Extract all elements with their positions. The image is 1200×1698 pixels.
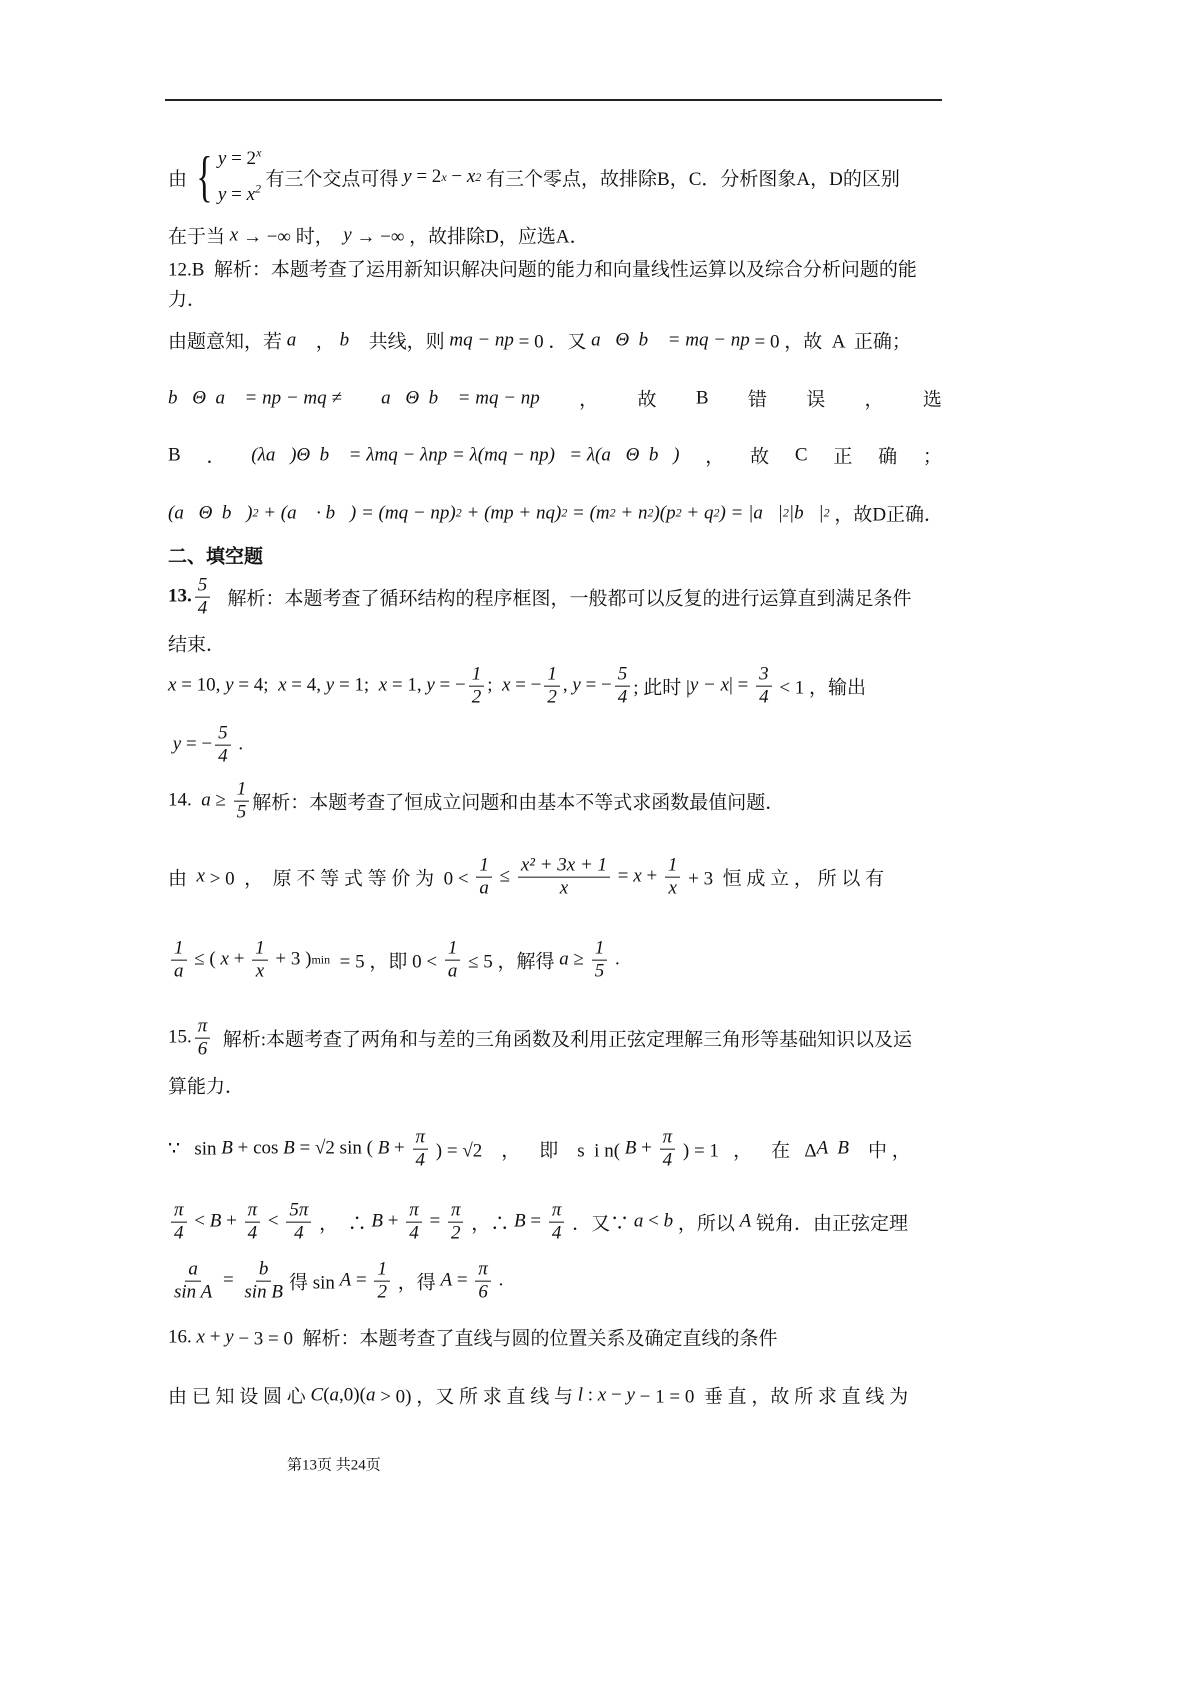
text-run: > 0 ， 原 不 等 式 等 价 为 0 < [204,868,474,890]
text-run: 错 [747,389,767,411]
text-run: → −∞ 时， [238,226,344,248]
text-run: = − [181,734,213,755]
math-run: b⃗Θ a⃗ = np − mq ≠ [168,387,342,408]
fraction [475,1259,491,1304]
math-run: y [217,184,227,205]
text-run: < [189,1211,210,1232]
math-run: y [426,675,435,696]
denominator: x [668,877,677,899]
math-run: y [343,224,352,245]
numerator: π [448,1200,464,1223]
numerator: 1 [592,938,608,961]
equation-system [191,141,261,213]
numerator: 1 [469,664,485,687]
denominator: 4 [662,1149,673,1171]
denominator: 6 [478,1281,488,1303]
math-run: x [502,675,511,696]
section-heading: 二、填空题 [168,546,264,568]
text-line [168,938,942,983]
math-run: a [559,949,569,970]
text-run: = √2 sin ( [294,1138,378,1159]
math-run: x [220,949,229,970]
text-run: ； [922,446,942,468]
text-run: ， ∴ [314,1213,372,1235]
denominator: a [479,877,489,899]
math-run: mq − np [449,329,514,350]
fraction [476,855,492,900]
fraction [592,938,608,983]
text-run: ．又∵ [567,1213,634,1235]
text-run: ， [705,446,725,468]
text-line [168,500,942,527]
text-run: ≤ [494,866,515,887]
text-line [168,1200,942,1245]
numerator: π [413,1127,429,1150]
subscript: min [311,952,331,967]
math-run: x [196,1326,205,1347]
system-equation [218,177,261,213]
text-run: ≥ [210,790,231,811]
text-run: . [493,1270,504,1291]
fraction [413,1127,429,1172]
math-run: a [329,1384,340,1405]
numerator: π [475,1259,491,1282]
math-run: C [310,1384,324,1405]
text-run: 由 [168,868,197,890]
fraction [374,1259,390,1304]
text-run: = [613,866,634,887]
text-run: ． [206,446,226,468]
superscript: 2 [455,505,462,520]
text-run: 解析:本题考查了两角和与差的三角函数及利用正弦定理解三角形等基础知识以及运 [213,1029,913,1051]
numerator: 5 [215,723,231,746]
text-run: 共线，则 [363,331,450,353]
text-line [168,855,942,900]
text-run: | = [729,675,754,696]
superscript: 2 [647,505,654,520]
text-run: = − [434,675,466,696]
text-run: = − [510,675,542,696]
numerator: 1 [252,938,268,961]
numerator: 1 [544,664,560,687]
math-run: a [633,1211,644,1232]
text-run: 中 ， [849,1140,911,1162]
text-run: B [168,444,181,465]
fraction [245,1200,261,1245]
text-run: 有三个零点，故排除B，C．分析图象A，D的区别 [481,168,900,190]
text-run: > 0) ，又 所 求 直 线 与 [375,1386,578,1408]
text-run: 确 [878,446,898,468]
text-run: ，得 [392,1272,441,1294]
math-run: y [172,734,182,755]
text-run: + [389,1138,410,1159]
fraction [549,1200,565,1245]
denominator: a [447,960,458,982]
text-run: = [351,1270,372,1291]
math-run: B [514,1211,526,1232]
system-equation [218,141,261,177]
text-run: = [218,1270,239,1291]
text-run: = 4, [286,675,326,696]
superscript: 2 [782,505,789,520]
denominator: 4 [617,686,628,708]
numerator: 1 [445,938,461,961]
text-run: ， [864,389,884,411]
denominator: 6 [197,1038,208,1060]
superscript: 2 [609,505,616,520]
fraction [660,1127,676,1172]
denominator: 2 [547,686,557,708]
text-run: + [221,1211,242,1232]
math-run: x [196,866,205,887]
text-run: = 1, [387,675,427,696]
superscript: 2 [475,169,482,184]
denominator: a [174,960,184,982]
math-run: B [283,1138,295,1159]
math-run: y − x [689,675,730,696]
text-run: 力． [168,289,207,311]
text-run: 算能力． [168,1076,245,1098]
denominator: 5 [594,960,605,982]
text-line [168,723,942,768]
math-run: y [217,147,227,169]
math-run: a [201,790,211,811]
math-run: l [577,1384,584,1405]
numerator: 1 [476,855,492,878]
fraction [171,1259,215,1304]
denominator: 2 [377,1281,387,1303]
fraction [215,723,231,768]
fraction [234,779,250,824]
text-run: 在于当 [168,226,230,248]
numerator: x² + 3x + 1 [518,855,610,878]
math-run: x [246,184,255,205]
math-run: B [624,1138,637,1159]
superscript: 2 [255,181,261,196]
math-run: B [209,1211,222,1232]
math-run: (a⃗Θ b⃗) [168,502,253,523]
text-run: = 2 [226,147,257,169]
numerator: 5 [615,664,631,687]
superscript: 2 [561,505,568,520]
denominator: 4 [551,1222,562,1244]
text-line [168,327,942,354]
text-run: ≤ ( [189,949,221,970]
text-run: + cos [232,1138,284,1159]
text-run: 结束． [168,634,226,656]
text-line [168,222,942,249]
math-run: y [225,1326,234,1347]
text-run: 解析：本题考查了循环结构的程序框图，一般都可以反复的进行运算直到满足条件 [213,588,912,610]
header-rule [165,99,942,101]
superscript: 2 [675,505,682,520]
math-run: y [325,675,335,696]
math-run: x [168,675,177,696]
text-run: < [643,1211,664,1232]
text-run: ( [323,1384,330,1405]
denominator: 4 [759,686,769,708]
text-line [168,255,942,282]
text-run: − [606,1384,627,1405]
superscript: x [256,145,262,160]
text-run: ,0)( [339,1384,366,1405]
text-run: ) = 1 ， 在 Δ [678,1140,817,1162]
text-run: ，所以 [673,1213,740,1235]
math-run: x [633,866,642,887]
superscript: x [441,169,447,184]
numerator: π [171,1200,187,1223]
text-run: 16. [168,1326,197,1347]
text-run: + [228,949,250,970]
denominator: 4 [294,1222,304,1244]
denominator: 4 [409,1222,419,1244]
fraction [665,855,681,900]
fraction [756,664,772,709]
text-run: ; 此时 | [633,677,690,699]
superscript: 2 [252,505,259,520]
text-line [168,664,942,709]
math-run: b⃗ [339,329,364,350]
math-run: (λa⃗)Θ b⃗ = λmq − λnp = λ(mq − np) = λ(a⃗Θ b⃗) [251,444,680,465]
text-run: 由 已 知 设 圆 心 [168,1386,311,1408]
text-run: 锐角．由正弦定理 [751,1213,908,1235]
math-run: y [572,675,581,696]
text-run: = − [580,675,612,696]
numerator: 5π [286,1200,311,1223]
page-footer: 第13页 共24页 [287,1457,381,1474]
text-run: 得 sin [288,1272,340,1294]
text-run: ，故D正确． [829,504,944,526]
denominator: 2 [471,686,482,708]
math-run: + n [615,502,648,523]
math-run: a⃗ [286,329,312,350]
text-run: = 0 ，故 A 正确； [749,331,911,353]
text-run: , [562,675,573,696]
fraction [241,1259,286,1304]
text-run: ∵ sin [168,1138,222,1160]
text-run: ， [311,331,340,353]
text-run: 14. [168,790,202,811]
numerator: 1 [234,779,250,802]
text-run: . [233,734,244,755]
denominator: 4 [174,1222,184,1244]
numerator: π [549,1200,565,1223]
section-heading: 13. [168,586,192,607]
fraction [544,664,560,709]
math-run: A [440,1270,453,1291]
math-run: x [278,675,287,696]
text-run: = 5 ，即 0 < [330,951,442,973]
text-run: = 0 ．又 [513,331,592,353]
denominator: 5 [236,801,247,823]
math-run: x [466,166,476,187]
math-run: )(p [653,502,676,523]
text-run: ≥ [568,949,589,970]
text-run: = [424,1211,445,1232]
text-run: ，∴ [466,1213,514,1235]
text-run: + 3 恒 成 立 ， 所 以 有 [683,868,885,890]
math-run: |b⃗| [788,502,824,523]
text-line [168,1259,942,1304]
numerator: b [256,1259,272,1282]
text-run: = [452,1270,473,1291]
text-run: ≤ 5 ，解得 [463,951,560,973]
text-run: − [446,166,467,187]
text-run: ) = √2 ， 即 s i n( [431,1140,625,1162]
text-run: − 3 = 0 解析：本题考查了直线与圆的位置关系及确定直线的条件 [233,1328,778,1350]
text-line [168,779,942,824]
fraction [195,575,211,620]
text-run: = 2 [411,166,442,187]
numerator: 1 [171,938,187,961]
text-line [168,442,942,469]
text-run: 选 [922,389,942,411]
text-run: 12.B 解析：本题考查了运用新知识解决问题的能力和向量线性运算以及综合分析问题的能 [168,259,917,281]
numerator: 5 [195,575,211,598]
numerator: π [245,1200,261,1223]
text-run: 有三个交点可得 [265,168,404,190]
text-line [168,542,942,569]
text-run: 由 [168,168,188,190]
math-run: y [403,166,412,187]
fraction [252,938,268,983]
text-run: : [583,1384,598,1405]
math-run: B [371,1211,383,1232]
text-run: C [794,444,808,465]
numerator: 3 [756,664,772,687]
math-run: ) = |a⃗| [719,502,783,523]
fraction [171,938,187,983]
numerator: 1 [665,855,681,878]
math-run: y [626,1384,635,1405]
text-run: + [641,866,662,887]
fraction [518,855,610,900]
fraction [615,664,631,709]
denominator: 4 [197,597,208,619]
denominator: 4 [247,1222,258,1244]
text-run: → −∞ ，故排除D，应选A． [351,226,589,248]
text-line [168,575,942,620]
math-run: a [365,1384,376,1405]
denominator: 4 [415,1149,426,1171]
text-run: ; [487,675,502,696]
fraction [195,1016,211,1061]
superscript: 2 [713,505,720,520]
text-run: < [263,1211,284,1232]
text-run: B [695,387,709,408]
text-line [168,141,942,213]
text-run: 故 [637,389,657,411]
math-run: x [597,1384,607,1405]
text-line [168,1324,942,1351]
text-run: < 1 ，输出 [774,677,867,699]
text-line [168,630,942,657]
text-line [168,1072,942,1099]
text-run: 正 [833,446,853,468]
text-run: 误 [806,389,826,411]
math-run: x [229,224,239,245]
denominator: x [559,877,569,899]
text-run: + [636,1138,657,1159]
text-run: = 4; [233,675,279,696]
numerator: π [406,1200,422,1223]
numerator: a [185,1259,201,1282]
text-run: . [610,949,620,970]
text-run: 解析：本题考查了恒成立问题和由基本不等式求函数最值问题． [252,792,785,814]
text-line [168,1016,942,1061]
denominator: 4 [218,745,228,767]
text-run: − 1 = 0 垂 直 ，故 所 求 直 线 为 [634,1386,909,1408]
math-run: x [378,675,388,696]
denominator: sin B [244,1281,283,1303]
text-line [168,1382,942,1409]
text-line [168,385,942,412]
numerator: π [195,1016,211,1039]
math-run: + (mp + nq) [461,502,562,523]
text-run: = 1; [334,675,379,696]
text-run: 由题意知，若 [168,331,287,353]
text-run: + [382,1211,404,1232]
math-run: + q [681,502,714,523]
math-run: A [339,1270,352,1291]
math-run: a⃗Θ b⃗ = mq − np [381,387,540,408]
math-run: A [739,1211,752,1232]
denominator: x [255,960,265,982]
fraction [171,1200,187,1245]
math-run: A B [816,1138,850,1159]
text-run: ， [579,389,599,411]
text-run: = [525,1211,546,1232]
text-line [168,1127,942,1172]
brace-icon: { [196,146,213,208]
math-run: = (m [567,502,610,523]
text-run: = [226,184,247,205]
text-run: + [204,1326,226,1347]
numerator: π [660,1127,676,1150]
text-line [168,285,942,312]
denominator: 2 [450,1222,461,1244]
text-run: + 3 ) [270,949,312,970]
math-run: y [225,675,234,696]
denominator: sin A [174,1281,213,1303]
superscript: 2 [823,505,830,520]
fraction [469,664,485,709]
text-run: = 10, [176,675,226,696]
fraction [448,1200,464,1245]
math-run: b [663,1211,674,1232]
math-run: B [377,1138,390,1159]
math-run: a⃗Θ b⃗ = mq − np [591,329,750,350]
math-run: + (a⃗ · b⃗) = (mq − np) [258,502,456,523]
text-run: 15. [168,1027,192,1048]
fraction [445,938,461,983]
fraction [406,1200,422,1245]
fraction [286,1200,311,1245]
numerator: 1 [374,1259,390,1282]
text-run: 故 [750,446,770,468]
math-run: B [221,1138,233,1159]
